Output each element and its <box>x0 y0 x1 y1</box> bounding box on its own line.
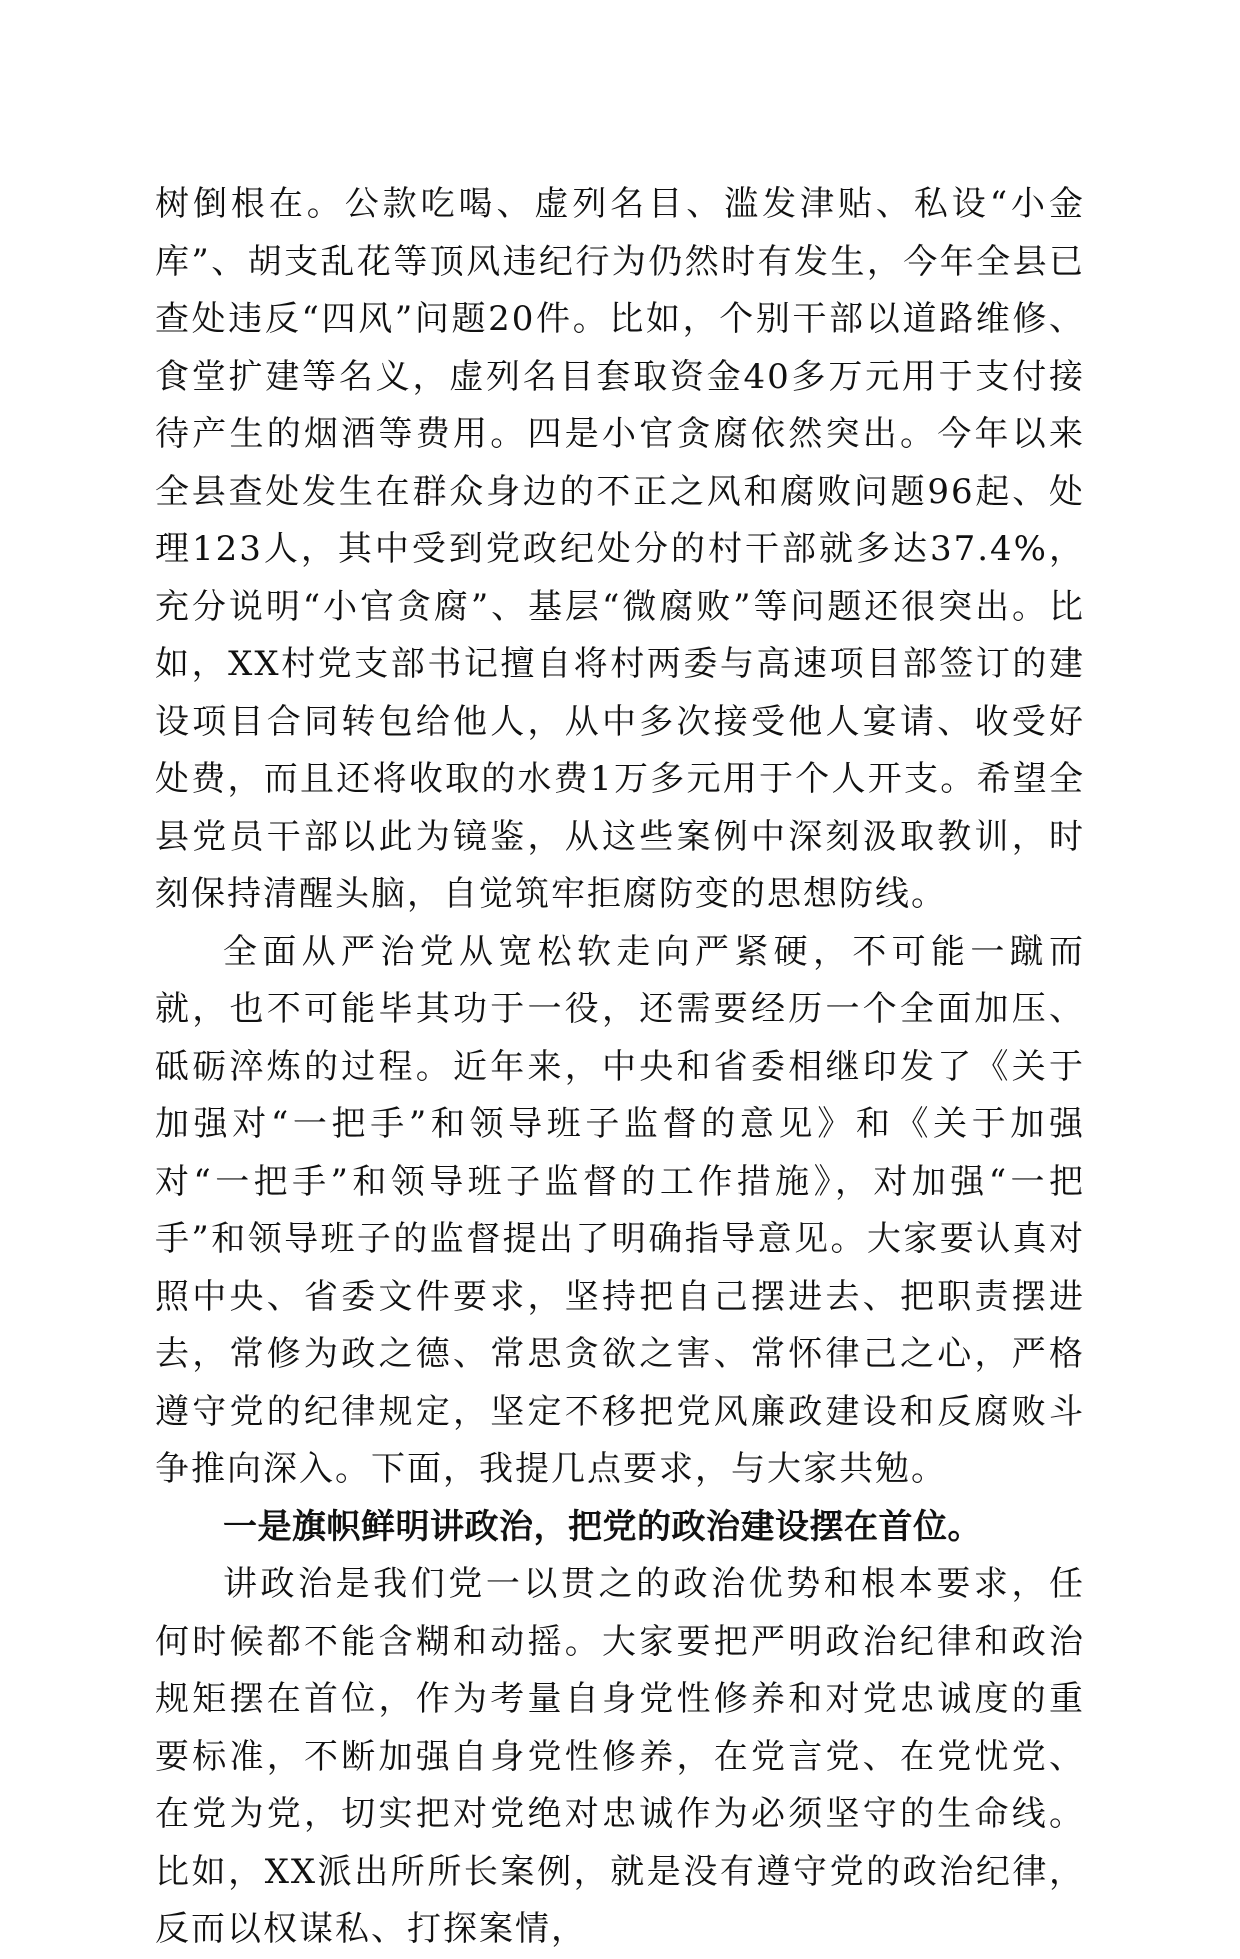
paragraph-2: 全面从严治党从宽松软走向严紧硬，不可能一蹴而就，也不可能毕其功于一役，还需要经历一个全面加压、砥砺淬炼的过程。近年来，中央和省委相继印发了《关于加强对“一把手”和领导班子监督的意见》和《关于加强对“一把手”和领导班子监督的工作措施》，对加强“一把手”和领导班子的监督提出了明确指导意见。大家要认真对照中央、省委文件要求，坚持把自己摆进去、把职责摆进去，常修为政之德、常思贪欲之害、常怀律己之心，严格遵守党的纪律规定，坚定不移把党风廉政建设和反腐败斗争推向深入。下面，我提几点要求，与大家共勉。 <box>155 931 1085 1489</box>
paragraph-3: 讲政治是我们党一以贯之的政治优势和根本要求，任何时候都不能含糊和动摇。大家要把严明政治纪律和政治规矩摆在首位，作为考量自身党性修养和对党忠诚度的重要标准，不断加强自身党性修养，在党言党、在党忧党、在党为党，切实把对党绝对忠诚作为必须坚守的生命线。比如，XX派出所所长案例，就是没有遵守党的政治纪律，反而以权谋私、打探案情， <box>155 1564 1085 1949</box>
document-body <box>155 176 1085 1959</box>
paragraph-1: 树倒根在。公款吃喝、虚列名目、滥发津贴、私设“小金库”、胡支乱花等顶风违纪行为仍然时有发生，今年全县已查处违反“四风”问题20件。比如，个别干部以道路维修、食堂扩建等名义，虚列名目套取资金40多万元用于支付接待产生的烟酒等费用。四是小官贪腐依然突出。今年以来全县查处发生在群众身边的不正之风和腐败问题96起、处理123人，其中受到党政纪处分的村干部就多达37.4%，充分说明“小官贪腐”、基层“微腐败”等问题还很突出。比如，XX村党支部书记擅自将村两委与高速项目部签订的建设项目合同转包给他人，从中多次接受他人宴请、收受好处费，而且还将收取的水费1万多元用于个人开支。希望全县党员干部以此为镜鉴，从这些案例中深刻汲取教训，时刻保持清醒头脑，自觉筑牢拒腐防变的思想防线。 <box>155 184 1085 914</box>
section-heading-1: 一是旗帜鲜明讲政治，把党的政治建设摆在首位。 <box>223 1506 982 1547</box>
